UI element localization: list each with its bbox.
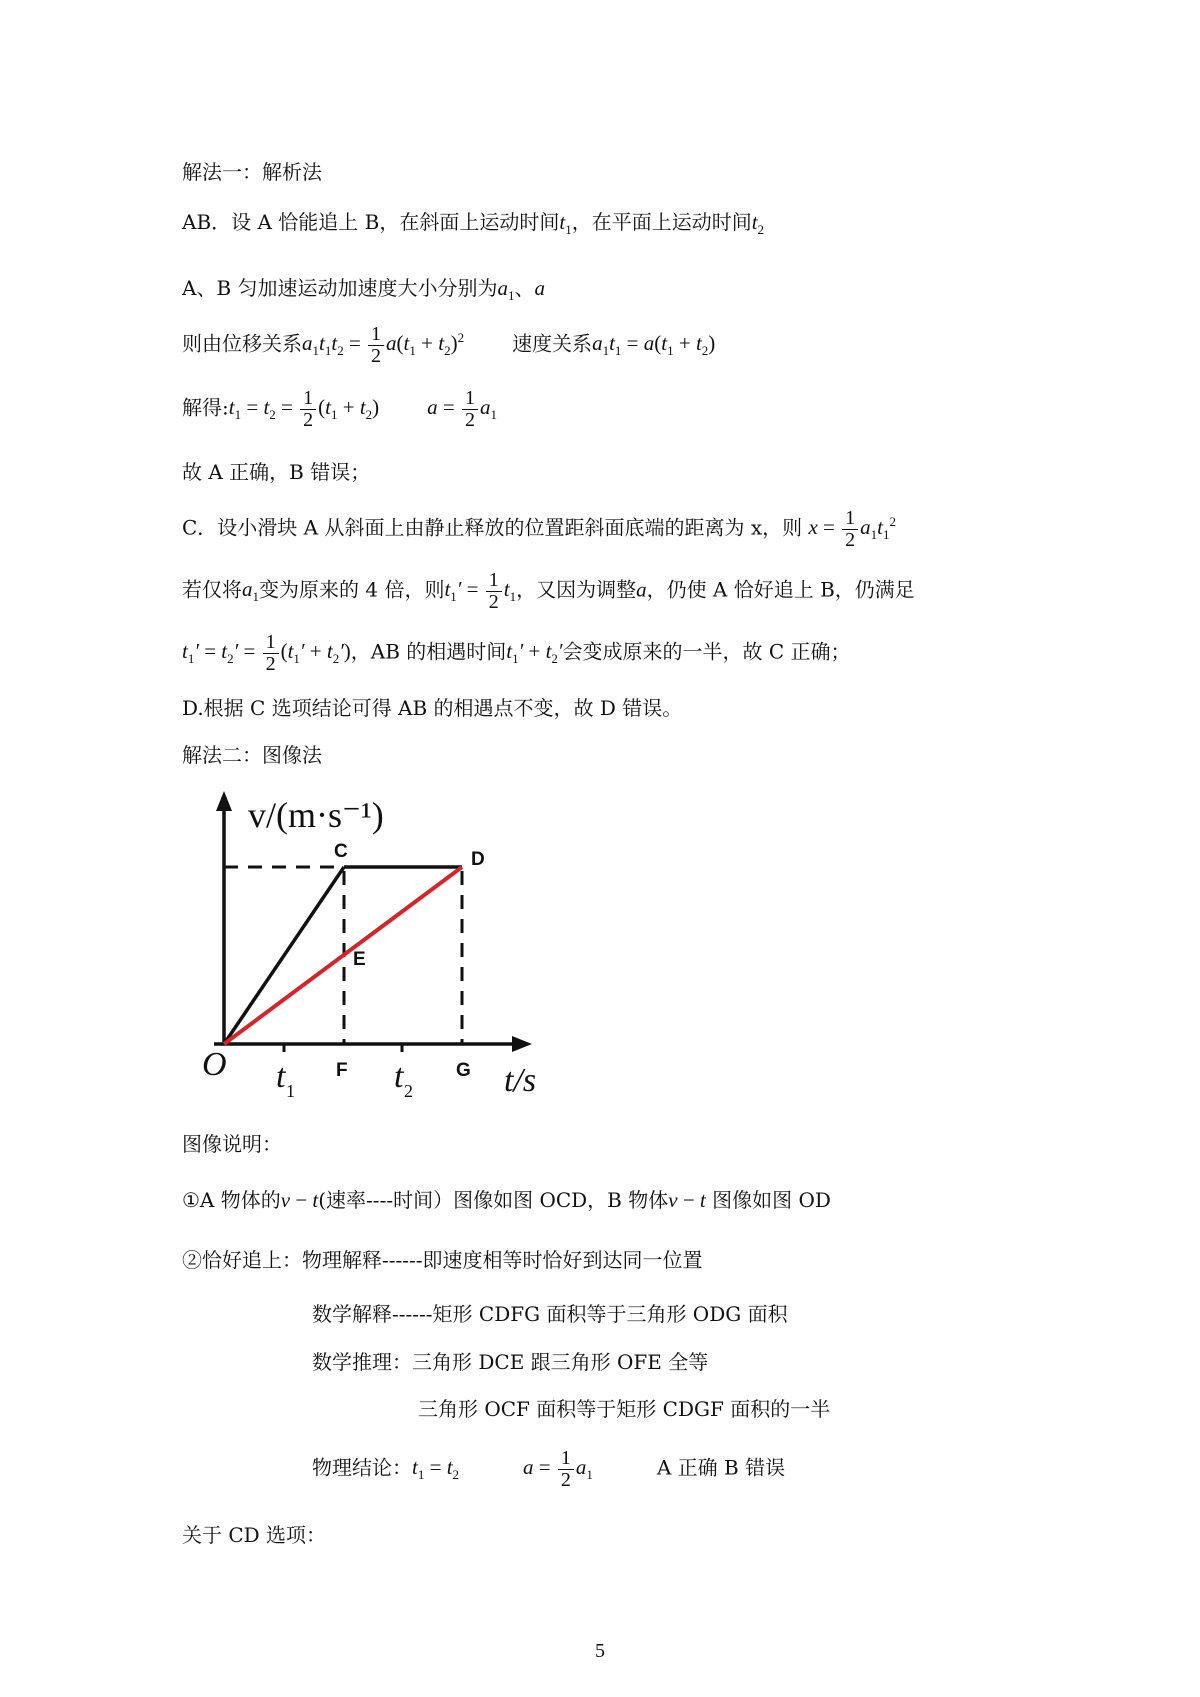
ab-text-2: ，在平面上运动时间 (571, 210, 752, 234)
c-line3-text-1: ，AB 的相遇时间 (350, 639, 507, 664)
math-t1: $t_1$ (559, 210, 572, 238)
d-text: D.根据 C 选项结论可得 AB 的相遇点不变，故 D 错误。 (182, 696, 683, 720)
vel-text: 速度关系 (512, 331, 593, 356)
solve-text: 解得: (182, 395, 229, 420)
item1-text-3: 图像如图 OD (712, 1188, 831, 1212)
conclusion-eq-2: a = $\frac{1}{2}$ $a_1$ (523, 1447, 593, 1491)
c-line2-text-3: ，又因为调整 (516, 577, 637, 602)
x-axis-label: t/s (504, 1062, 537, 1099)
item2-math: 数学解释------矩形 CDFG 面积等于三角形 ODG 面积 (312, 1302, 788, 1326)
x-axis-arrow (512, 1036, 532, 1052)
item2-conclusion-line (312, 1448, 785, 1491)
c-line2-text-1: 若仅将 (182, 577, 242, 602)
c-line3-equation: $t_1' = t_2'$ = $\frac{1}{2}$ $(t_1' + t_2')$ (182, 631, 351, 675)
accel-line (182, 278, 545, 302)
ab-line (182, 212, 764, 236)
math-a1-b: $a_1$ (242, 577, 259, 605)
c-line2-text-4: ，仍使 A 恰好追上 B，仍满足 (646, 577, 915, 602)
math-v-t-b: v − t (668, 1188, 706, 1212)
c-line3-text-2: 会变成原来的一半，故 C 正确； (562, 639, 851, 664)
y-axis-arrow (216, 791, 232, 811)
cd-title: 关于 CD 选项： (182, 1523, 327, 1547)
item2-reason-1: 数学推理：三角形 DCE 跟三角形 OFE 全等 (312, 1350, 709, 1374)
c-line-2 (182, 570, 915, 613)
c-line-3 (182, 632, 851, 675)
section1-title: 解法一：解析法 (182, 160, 322, 184)
origin-label: O (202, 1046, 227, 1083)
c-line3-sum: $t_1' + t_2'$ (506, 639, 563, 667)
explain-title: 图像说明： (182, 1132, 282, 1156)
c-line2-equation: $t_1'$ = $\frac{1}{2}$ $t_1$ (444, 569, 517, 613)
math-t2: $t_2$ (751, 210, 765, 238)
accel-text: A、B 匀加速运动加速度大小分别为 (182, 276, 498, 300)
solve-equation-2: a = $\frac{1}{2}$ $a_1$ (427, 387, 497, 431)
displacement-line (182, 324, 715, 367)
accel-sep: 、 (514, 276, 535, 300)
math-a-b: a (636, 577, 647, 602)
solve-line (182, 388, 497, 431)
math-a: a (534, 276, 545, 300)
item2-line: ②恰好追上：物理解释------即速度相等时恰好到达同一位置 (182, 1248, 703, 1272)
item1-line (182, 1190, 831, 1211)
math-v-t-a: v − t (280, 1188, 319, 1212)
conclusion-ab: 故 A 正确，B 错误； (182, 460, 371, 484)
y-axis-label: v/(m·s⁻¹) (248, 795, 384, 835)
item1-text-1: ①A 物体的 (182, 1188, 281, 1212)
ab-text-1: AB．设 A 恰能追上 B，在斜面上运动时间 (182, 210, 560, 234)
velocity-time-graph (186, 785, 566, 1100)
t2-subscript: 2 (404, 1081, 413, 1100)
point-c-label: C (334, 841, 348, 862)
item2-reason-2: 三角形 OCF 面积等于矩形 CDGF 面积的一半 (418, 1397, 831, 1421)
disp-equation: $a_1t_1t_2$ = $\frac{1}{2}$ $a(t_1 + t_2)^2$ (302, 323, 465, 367)
t2-label: t (394, 1058, 404, 1095)
item1-text-2: (速率----时间）图像如图 OCD，B 物体 (318, 1188, 669, 1212)
c-equation: x = $\frac{1}{2}$ $a_1t_1^2$ (808, 507, 896, 551)
point-g-label: G (456, 1060, 471, 1081)
solve-equation-1: $t_1 = t_2$ = $\frac{1}{2}$ $(t_1 + t_2)$ (228, 387, 380, 431)
c-text: C．设小滑块 A 从斜面上由静止释放的位置距斜面底端的距离为 x，则 (182, 515, 803, 540)
segment-oc (224, 867, 344, 1044)
conclusion-eq-1: $t_1 = t_2$ (412, 1455, 460, 1483)
c-line2-text-2: 变为原来的 4 倍，则 (259, 577, 445, 602)
vel-equation: $a_1t_1 = a(t_1 + t_2)$ (592, 331, 716, 359)
item2-conclusion-label: 物理结论： (312, 1455, 412, 1480)
point-d-label: D (471, 849, 485, 870)
page-number: 5 (595, 1640, 605, 1662)
disp-text: 则由位移关系 (182, 331, 302, 356)
t1-subscript: 1 (286, 1081, 295, 1100)
point-e-label: E (353, 949, 366, 970)
t1-label: t (276, 1058, 286, 1095)
c-line-1 (182, 508, 896, 551)
section2-title: 解法二：图像法 (182, 743, 322, 767)
math-a1: $a_1$ (497, 276, 515, 304)
point-f-label: F (336, 1060, 348, 1081)
item2-result: A 正确 B 错误 (656, 1455, 786, 1480)
